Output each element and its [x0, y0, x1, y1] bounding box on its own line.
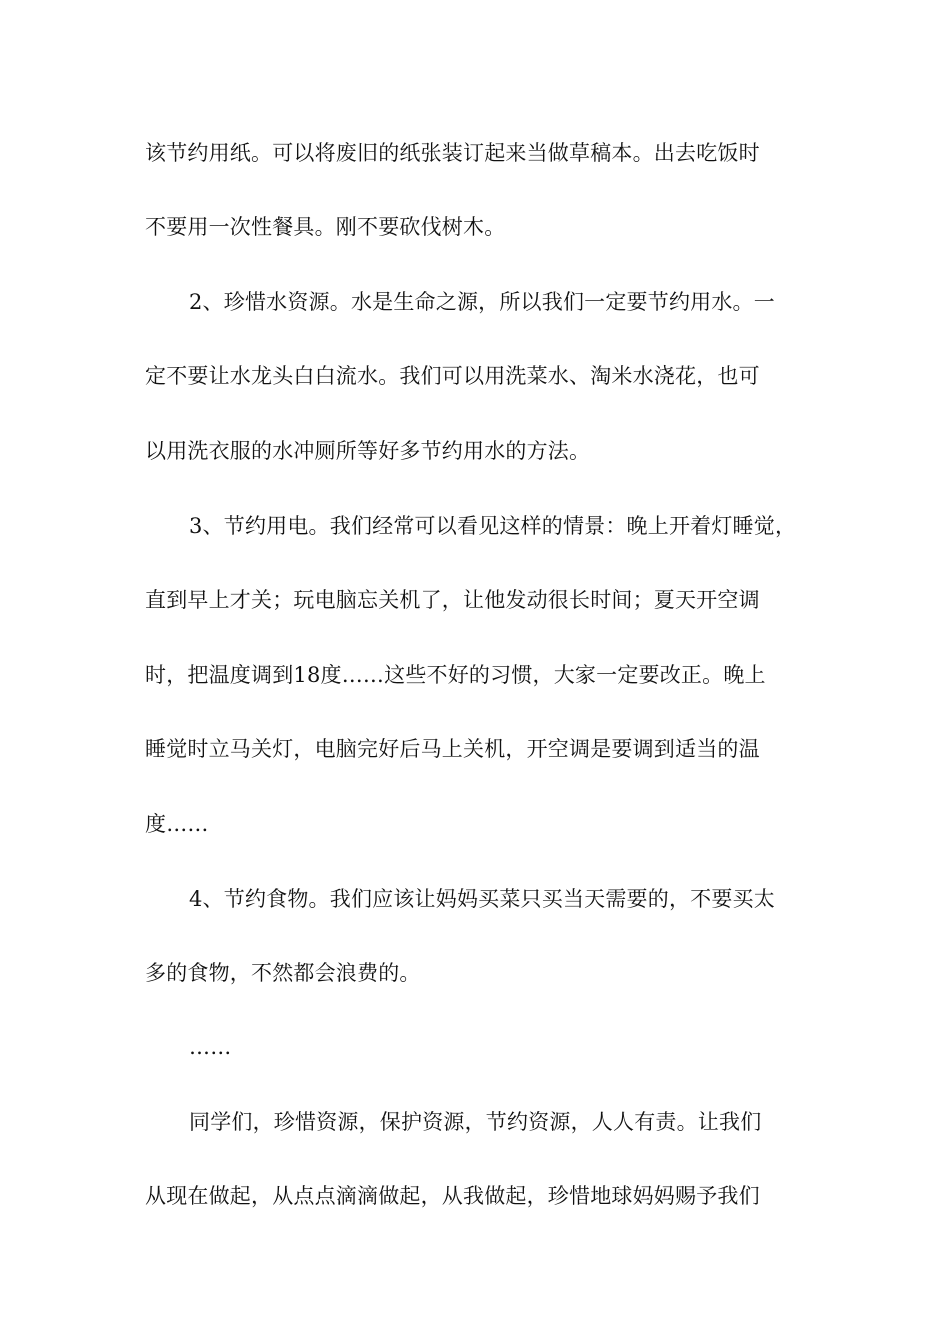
text-line: 不要用一次性餐具。刚不要砍伐树木。 [145, 215, 506, 239]
ellipsis-line: …… [189, 1035, 232, 1059]
text-line: 定不要让水龙头白白流水。我们可以用洗菜水、淘米水浇花，也可 [145, 364, 760, 388]
text-line: 以用洗衣服的水冲厕所等好多节约用水的方法。 [145, 439, 591, 463]
text-line: 从现在做起，从点点滴滴做起，从我做起，珍惜地球妈妈赐予我们 [145, 1184, 760, 1208]
text-line: 度…… [145, 812, 209, 836]
paragraph-2-start: 2、珍惜水资源。水是生命之源，所以我们一定要节约用水。一 [189, 290, 775, 314]
text-line: 时，把温度调到18度……这些不好的习惯，大家一定要改正。晚上 [145, 663, 766, 687]
text-line: 睡觉时立马关灯，电脑完好后马上关机，开空调是要调到适当的温 [145, 737, 760, 761]
paragraph-3-start: 3、节约用电。我们经常可以看见这样的情景：晚上开着灯睡觉， [189, 514, 797, 538]
text-line: 该节约用纸。可以将废旧的纸张装订起来当做草稿本。出去吃饭时 [145, 141, 760, 165]
text-line: 直到早上才关；玩电脑忘关机了，让他发动很长时间；夏天开空调 [145, 588, 760, 612]
text-line: 多的食物，不然都会浪费的。 [145, 961, 421, 985]
closing-paragraph-start: 同学们，珍惜资源，保护资源，节约资源，人人有责。让我们 [189, 1110, 762, 1134]
paragraph-4-start: 4、节约食物。我们应该让妈妈买菜只买当天需要的，不要买太 [189, 887, 775, 911]
